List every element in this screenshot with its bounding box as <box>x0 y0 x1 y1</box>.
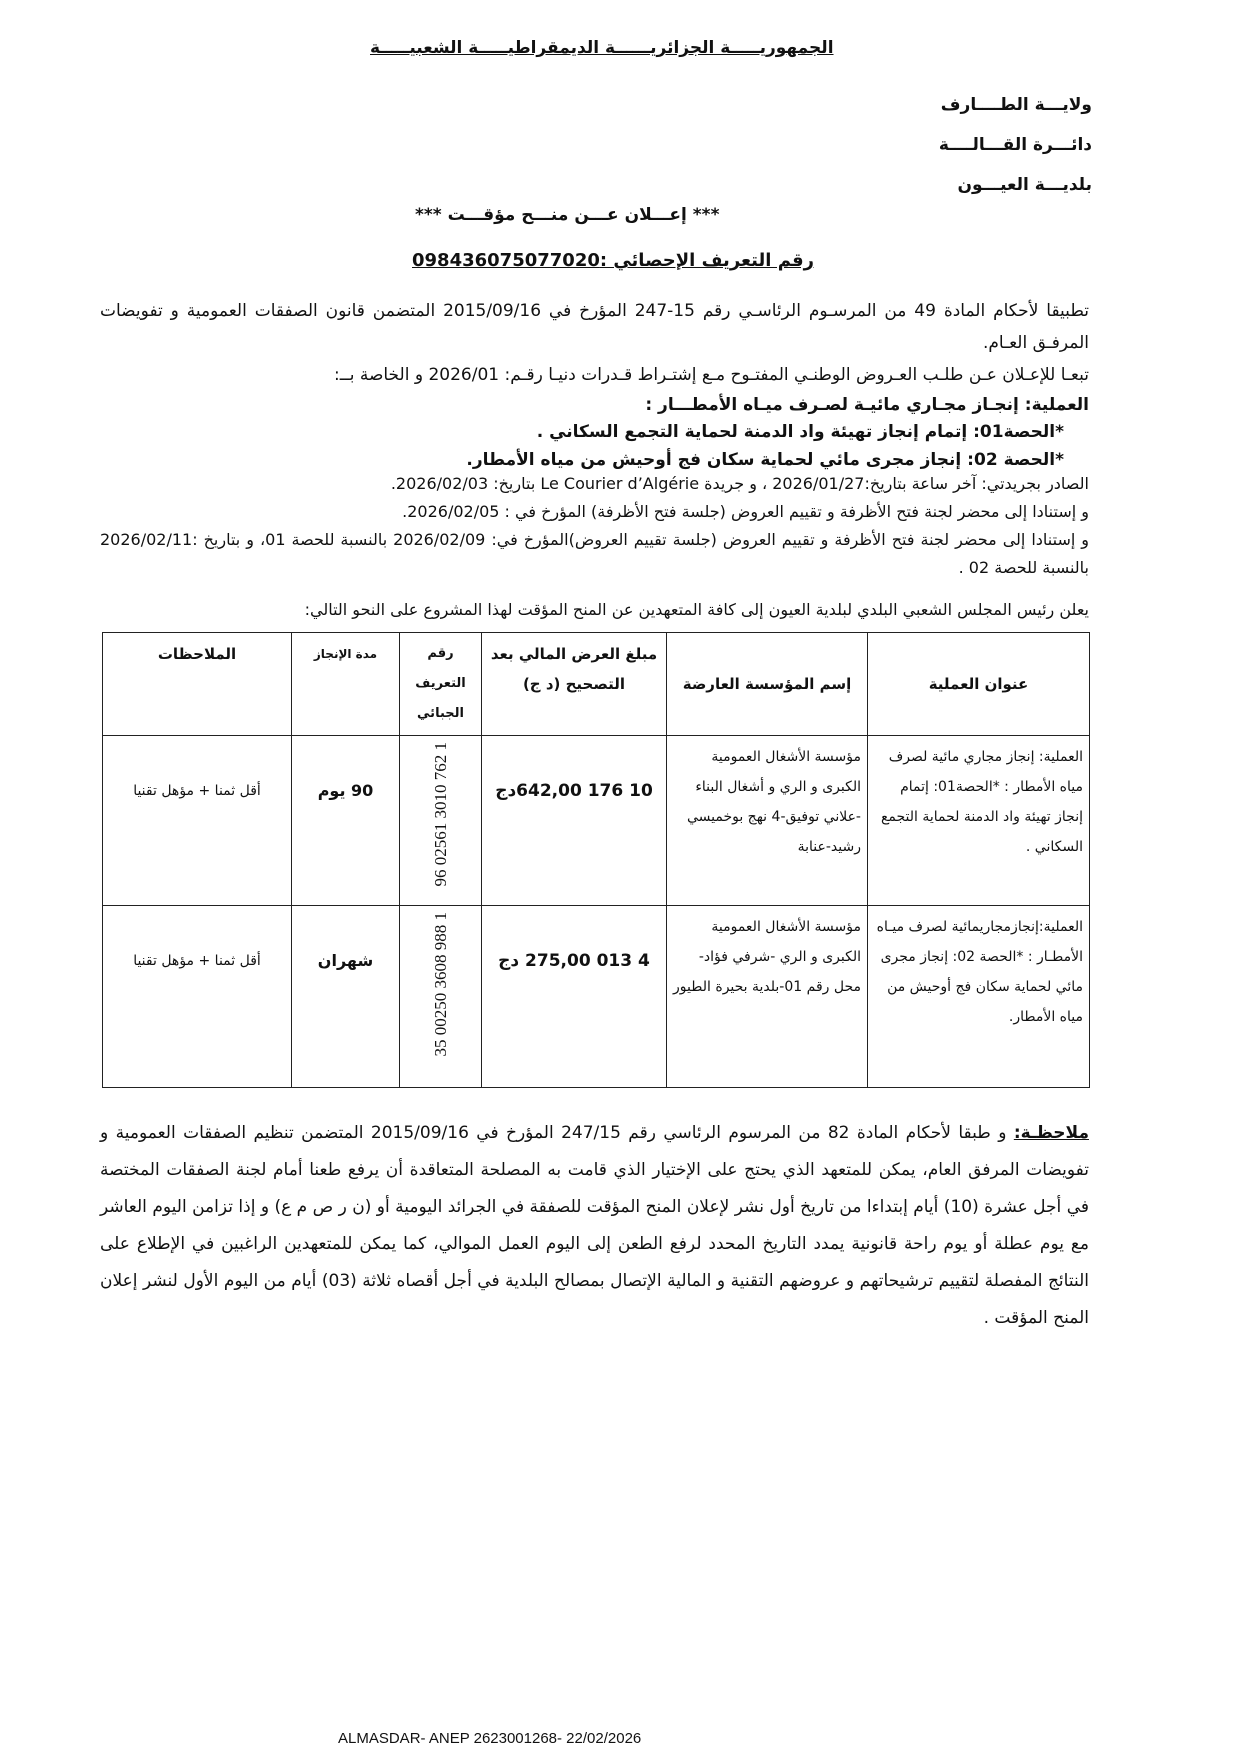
wilaya: ولايـــة الطــــارف <box>940 95 1092 115</box>
cell-operation: العملية:إنجازمجاريمائية لصرف ميـاه الأمطـار : *الحصة 02: إنجاز مجرى مائي لحماية سكان فج أوحيش من مياه الأمطار. <box>868 906 1090 1088</box>
cell-duration: 90 يوم <box>292 736 400 906</box>
cell-duration: شهران <box>292 906 400 1088</box>
award-table <box>102 632 1090 1088</box>
daira: دائـــرة القـــالــــة <box>938 135 1092 155</box>
intro-paragraph: تطبيقا لأحكام المادة 49 من المرسـوم الرئاسـي رقم 15-247 المؤرخ في 2015/09/16 المتضمن قانون الصفقات العمومية و تفويضات المرفـق العـام. <box>100 301 1089 353</box>
tax-id-text: 1 762 3010 02561 96 <box>430 742 450 887</box>
header-tax-id: رقم التعريف الجبائي <box>400 633 482 736</box>
header-operation: عنوان العملية <box>868 633 1090 736</box>
cell-company: مؤسسة الأشغال العمومية الكبرى و الري و أشغال البناء -علاني توفيق-4 نهج بوخميسي رشيد-عنابة <box>667 736 868 906</box>
cell-notes: أقل ثمنا + مؤهل تقنيا <box>103 906 292 1088</box>
cell-amount: 4 013 275,00 دج <box>482 906 667 1088</box>
header-amount: مبلغ العرض المالي بعد التصحيح (د ج) <box>482 633 667 736</box>
document-title: *** إعـــلان عـــن منـــح مؤقـــت *** <box>415 205 720 225</box>
lot-2-line: *الحصة 02: إنجاز مجرى مائي لحماية سكان فج أوحيش من مياه الأمطار. <box>466 450 1064 470</box>
bullet-item: و إستنادا إلى محضر لجنة فتح الأظرفة و تقييم العروض (جلسة فتح الأظرفة) المؤرخ في : 2026/02/05. <box>402 502 1089 521</box>
header-notes: الملاحظات <box>103 633 292 736</box>
republic-header: الجمهوريـــــة الجزائريــــــة الديمقراطيـــــة الشعبيـــــة <box>370 38 834 58</box>
cell-amount: 10 176 642,00دج <box>482 736 667 906</box>
cell-operation: العملية: إنجاز مجاري مائية لصرف مياه الأمطار : *الحصة01: إتمام إنجاز تهيئة واد الدمنة لحماية التجمع السكاني . <box>868 736 1090 906</box>
header-duration: مدة الإنجاز <box>292 633 400 736</box>
cell-notes: أقل ثمنا + مؤهل تقنيا <box>103 736 292 906</box>
bullet-list <box>100 470 1089 582</box>
table-row <box>103 906 1090 1088</box>
note-text: و طبقا لأحكام المادة 82 من المرسوم الرئاسي رقم 247/15 المؤرخ في 2015/09/16 المتضمن تنظيم الصفقات العمومية و تفويضات المرفق العام، يمكن للمتعهد الذي يحتج على الإختيار الذي قامت به المصلحة المتعاقدة أن يرفع طعنا أمام لجنة الصفقات المختصة في أجل عشرة (10) أيام إبتداءا من تاريخ أول نشر لإعلان المنح المؤقت للصفقة في الجرائد اليومية أو (ن ر ص م ع) و إذا تزامن اليوم العاشر مع يوم عطلة أو يوم راحة قانونية يمدد التاريخ المحدد لرفع الطعن إلى اليوم العمل الموالي، كما يمكن للمتعهدين الراغبين في الإطلاع على النتائج المفصلة لتقييم ترشيحاتهم و عروضهم التقنية و المالية الإتصال بمصالح البلدية في أجل أقصاه ثلاثة (03) أيام من اليوم الأول لنشر إعلان المنح المؤقت . <box>100 1123 1090 1328</box>
header-company: إسم المؤسسة العارضة <box>667 633 868 736</box>
cell-tax-id <box>400 736 482 906</box>
footer-reference: ALMASDAR- ANEP 2623001268- 22/02/2026 <box>338 1730 642 1747</box>
tax-id-text: 1 988 3608 00250 35 <box>430 912 450 1057</box>
commune: بلديـــة العيـــون <box>957 175 1092 195</box>
cell-tax-id <box>400 906 482 1088</box>
table-row <box>103 736 1090 906</box>
tender-line: تبعـا للإعـلان عـن طلـب العـروض الوطنـي المفتـوح مـع إشتـراط قـدرات دنيـا رقـم: 2026/01 و الخاصة بــ: <box>334 365 1089 385</box>
lot-1-line: *الحصة01: إتمام إنجاز تهيئة واد الدمنة لحماية التجمع السكاني . <box>536 422 1064 442</box>
announcement-text: يعلن رئيس المجلس الشعبي البلدي لبلدية العيون إلى كافة المتعهدين عن المنح المؤقت لهذا المشروع على النحو التالي: <box>304 600 1089 619</box>
note-paragraph <box>100 1115 1089 1337</box>
statistical-id: رقم التعريف الإحصائي :098436075077020 <box>412 250 814 271</box>
operation-line: العملية: إنجـاز مجـاري مائيـة لصـرف ميـاه الأمطـــار : <box>645 395 1089 415</box>
bullet-item: و إستنادا إلى محضر لجنة فتح الأظرفة و تقييم العروض (جلسة تقييم العروض)المؤرخ في: 2026/02/09 بالنسبة للحصة 01، و بتاريخ :2026/02/11 بالنسبة للحصة 02 . <box>100 530 1090 577</box>
cell-company: مؤسسة الأشغال العمومية الكبرى و الري -شرفي فؤاد- محل رقم 01-بلدية بحيرة الطيور <box>667 906 868 1088</box>
table-header-row <box>103 633 1090 736</box>
note-label: ملاحظـة: <box>1013 1123 1089 1143</box>
bullet-item: الصادر بجريدتي: آخر ساعة بتاريخ:2026/01/27 ، و جريدة Le Courier d’Algérie بتاريخ: 2026/02/03. <box>390 474 1089 493</box>
